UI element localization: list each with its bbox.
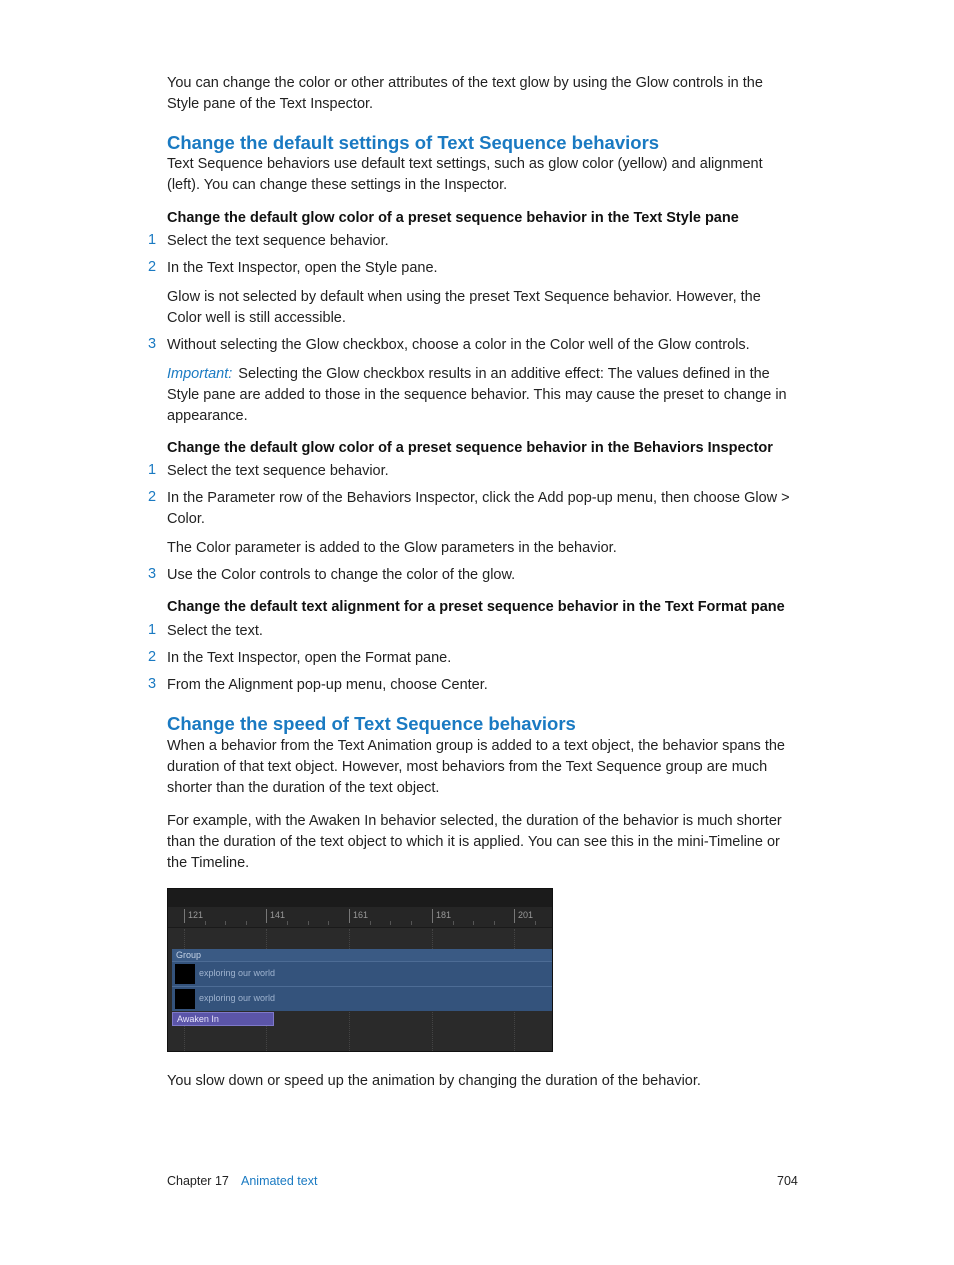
timeline-text-layer[interactable] bbox=[172, 986, 552, 1011]
timeline-group-track[interactable]: Group bbox=[172, 949, 552, 961]
footer-chapter-title-link[interactable]: Animated text bbox=[241, 1174, 318, 1188]
timeline-ruler bbox=[168, 907, 552, 928]
step-text: In the Text Inspector, open the Format pane. bbox=[167, 650, 452, 666]
task-title-behaviors-inspector: Change the default glow color of a preset sequence behavior in the Behaviors Inspector bbox=[167, 440, 773, 456]
important-text: Selecting the Glow checkbox results in an additive effect: The values defined in the Style pane are added to those in the sequence behavior. This may cause the preset to change in appearance. bbox=[167, 366, 787, 424]
ruler-tick-label: 201 bbox=[514, 909, 533, 923]
closing-paragraph: You slow down or speed up the animation by changing the duration of the behavior. bbox=[167, 1073, 701, 1089]
intro-paragraph: You can change the color or other attributes of the text glow by using the Glow controls in the Style pane of the Text Inspector. bbox=[167, 75, 763, 112]
step-number: 1 bbox=[148, 232, 157, 248]
step-text: Without selecting the Glow checkbox, choose a color in the Color well of the Glow controls. bbox=[167, 337, 750, 353]
step-text: Use the Color controls to change the color of the glow. bbox=[167, 567, 516, 583]
ruler-tick-label: 181 bbox=[432, 909, 451, 923]
ruler-tick-label: 121 bbox=[184, 909, 203, 923]
step-number: 2 bbox=[148, 489, 157, 505]
task-title-format-pane: Change the default text alignment for a preset sequence behavior in the Text Format pane bbox=[167, 599, 785, 615]
step-number: 3 bbox=[148, 336, 157, 352]
layer-label: exploring our world bbox=[199, 968, 276, 978]
layer-label: exploring our world bbox=[199, 993, 276, 1003]
behavior-bar-awaken-in[interactable]: Awaken In bbox=[172, 1012, 274, 1026]
task-title-style-pane: Change the default glow color of a preset sequence behavior in the Text Style pane bbox=[167, 210, 739, 226]
step-number: 3 bbox=[148, 676, 157, 692]
timeline-toolbar bbox=[168, 889, 552, 908]
footer-chapter: Chapter 17 bbox=[167, 1174, 229, 1188]
section-body-default-settings: Text Sequence behaviors use default text settings, such as glow color (yellow) and alignment (left). You can change these settings in the Inspector. bbox=[167, 156, 763, 193]
step-number: 2 bbox=[148, 649, 157, 665]
section-body-example: For example, with the Awaken In behavior selected, the duration of the behavior is much shorter than the duration of the text object to which it is applied. You can see this in the mini-Timeline or the Timeline. bbox=[167, 813, 782, 871]
footer-page-number: 704 bbox=[777, 1174, 798, 1188]
step-text: Select the text sequence behavior. bbox=[167, 463, 389, 479]
step-text: In the Parameter row of the Behaviors Inspector, click the Add pop-up menu, then choose Glow > Color. bbox=[167, 490, 790, 527]
ruler-tick-label: 161 bbox=[349, 909, 368, 923]
section-body-speed: When a behavior from the Text Animation group is added to a text object, the behavior spans the duration of that text object. However, most behaviors from the Text Sequence group are much shorter than the duration of the text object. bbox=[167, 738, 785, 796]
step-text: Select the text sequence behavior. bbox=[167, 233, 389, 249]
step-note: The Color parameter is added to the Glow parameters in the behavior. bbox=[167, 540, 617, 556]
ruler-tick-label: 141 bbox=[266, 909, 285, 923]
mini-timeline-figure bbox=[167, 888, 553, 1052]
step-number: 2 bbox=[148, 259, 157, 275]
layer-thumbnail bbox=[175, 989, 195, 1009]
timeline-text-layer[interactable] bbox=[172, 961, 552, 986]
step-number: 1 bbox=[148, 462, 157, 478]
section-heading-speed: Change the speed of Text Sequence behaviors bbox=[167, 713, 576, 734]
important-label: Important: bbox=[167, 366, 233, 382]
step-text: In the Text Inspector, open the Style pane. bbox=[167, 260, 438, 276]
layer-thumbnail bbox=[175, 964, 195, 984]
important-note bbox=[167, 364, 797, 426]
step-text: From the Alignment pop-up menu, choose Center. bbox=[167, 677, 488, 693]
step-number: 1 bbox=[148, 622, 157, 638]
step-text: Select the text. bbox=[167, 623, 263, 639]
step-number: 3 bbox=[148, 566, 157, 582]
section-heading-default-settings: Change the default settings of Text Sequence behaviors bbox=[167, 132, 660, 153]
step-note: Glow is not selected by default when using the preset Text Sequence behavior. However, the Color well is still accessible. bbox=[167, 289, 761, 326]
